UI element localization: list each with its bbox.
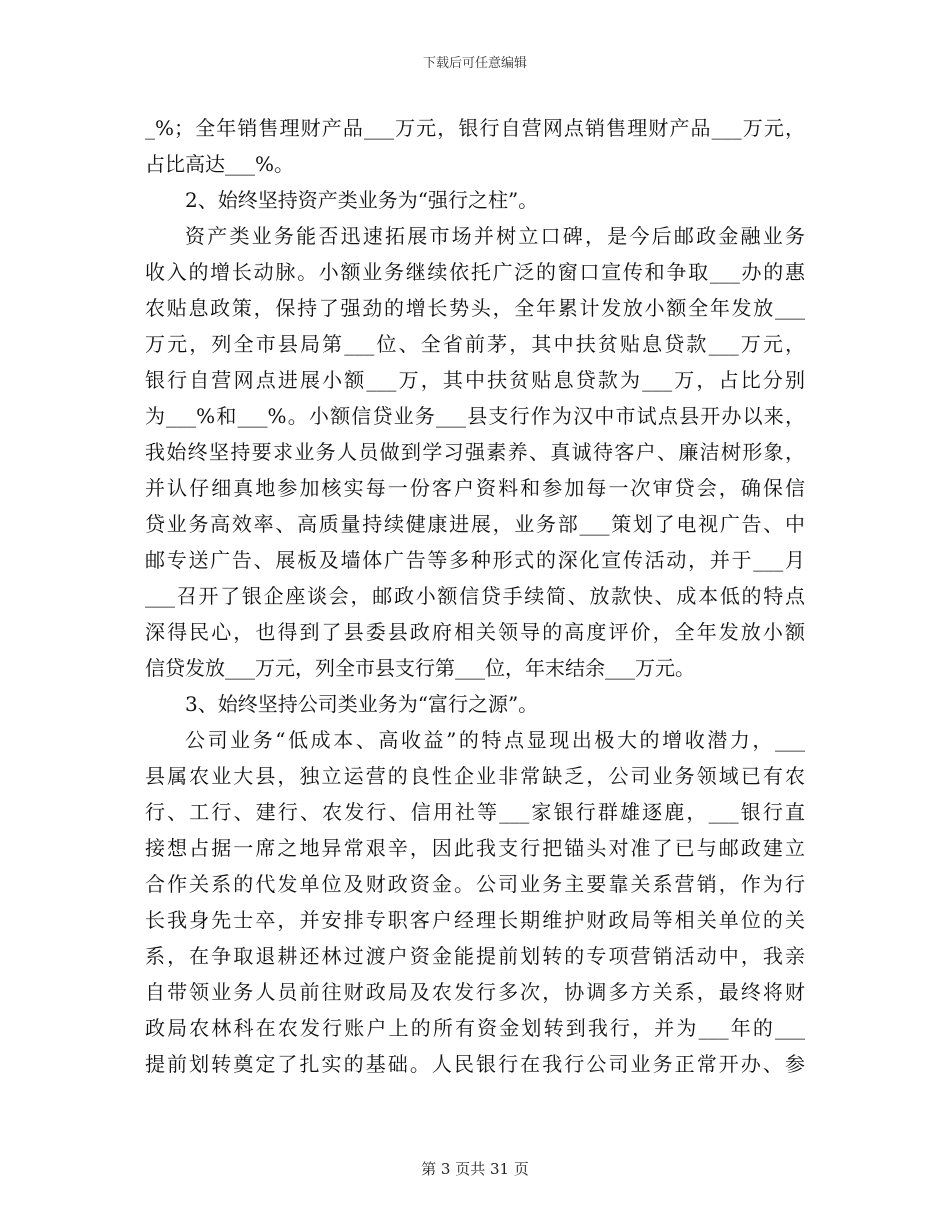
text-line: 万元，列全市县局第___位、全省前茅，其中扶贫贴息贷款___万元，: [145, 332, 805, 356]
text-line: 自带领业务人员前往财政局及农发行多次，协调多方关系，最终将财: [145, 980, 805, 1004]
text-line: 收入的增长动脉。小额业务继续依托广泛的窗口宣传和争取___办的惠: [145, 260, 805, 284]
page-footer: 第 3 页共 31 页: [421, 1160, 529, 1178]
text-line: 行、工行、建行、农发行、信用社等___家银行群雄逐鹿，___银行直: [145, 800, 805, 824]
text-line: 政局农林科在农发行账户上的所有资金划转到我行，并为___年的___: [145, 1016, 805, 1040]
text-line: 农贴息政策，保持了强劲的增长势头，全年累计发放小额全年发放___: [145, 296, 805, 320]
text-line: 提前划转奠定了扎实的基础。人民银行在我行公司业务正常开办、参: [145, 1052, 805, 1076]
text-line: 2、始终坚持资产类业务为“强行之柱”。: [185, 188, 539, 212]
text-line: 长我身先士卒，并安排专职客户经理长期维护财政局等相关单位的关: [145, 908, 805, 932]
text-line: ___召开了银企座谈会，邮政小额信贷手续简、放款快、成本低的特点: [145, 584, 805, 608]
text-line: _%；全年销售理财产品___万元，银行自营网点销售理财产品___万元，: [145, 116, 805, 140]
text-line: 银行自营网点进展小额___万，其中扶贫贴息贷款为___万，占比分别: [145, 368, 805, 392]
text-line: 公司业务“低成本、高收益”的特点显现出极大的增收潜力，___: [185, 728, 805, 752]
text-line: 系，在争取退耕还林过渡户资金能提前划转的专项营销活动中，我亲: [145, 944, 805, 968]
text-line: 我始终坚持要求业务人员做到学习强素养、真诚待客户、廉洁树形象，: [145, 440, 805, 464]
text-line: 接想占据一席之地异常艰辛，因此我支行把锚头对准了已与邮政建立: [145, 836, 805, 860]
text-line: 资产类业务能否迅速拓展市场并树立口碑，是今后邮政金融业务: [185, 224, 805, 248]
text-line: 深得民心，也得到了县委县政府相关领导的高度评价，全年发放小额: [145, 620, 805, 644]
text-line: 占比高达___%。: [145, 152, 295, 176]
text-line: 信贷发放___万元，列全市县支行第___位，年末结余___万元。: [145, 656, 695, 680]
page-header: 下载后可任意编辑: [422, 56, 527, 71]
text-line: 为___%和___%。小额信贷业务___县支行作为汉中市试点县开办以来，: [145, 404, 805, 428]
text-line: 县属农业大县，独立运营的良性企业非常缺乏，公司业务领域已有农: [145, 764, 805, 788]
text-line: 贷业务高效率、高质量持续健康进展，业务部___策划了电视广告、中: [145, 512, 805, 536]
text-line: 并认仔细真地参加核实每一份客户资料和参加每一次审贷会，确保信: [145, 476, 805, 500]
text-line: 3、始终坚持公司类业务为“富行之源”。: [185, 692, 539, 716]
document-body: [145, 110, 805, 1082]
text-line: 合作关系的代发单位及财政资金。公司业务主要靠关系营销，作为行: [145, 872, 805, 896]
text-line: 邮专送广告、展板及墙体广告等多种形式的深化宣传活动，并于___月: [145, 548, 805, 572]
